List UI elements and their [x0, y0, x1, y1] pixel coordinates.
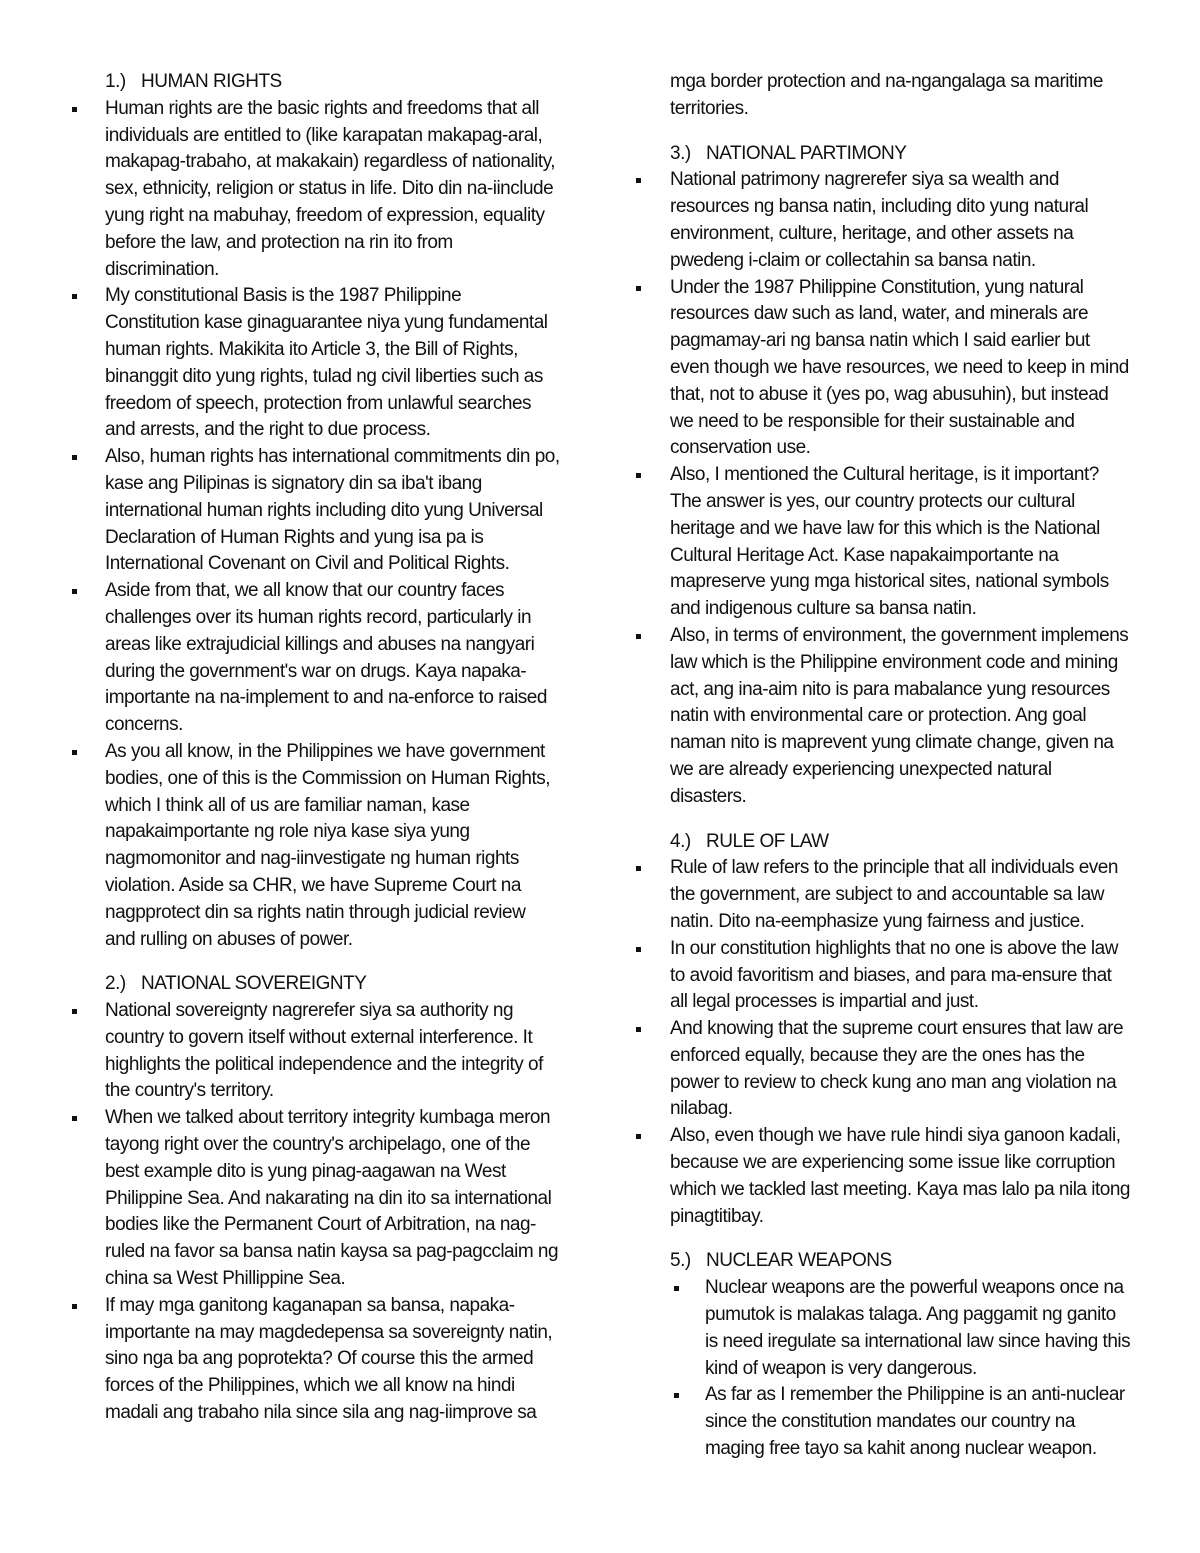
- list-item: My constitutional Basis is the 1987 Philippine Constitution kase ginaguarantee niya yung fundamental human rights. Makikita ito Article 3, the Bill of Rights, binanggit dito yung rights, tulad ng civil liberties such as freedom of speech, protection from unlawful searches and arrests, and the right to due process.: [0, 283, 560, 444]
- section-number: 3.): [670, 142, 691, 164]
- list-item: Also, I mentioned the Cultural heritage, is it important? The answer is yes, our country protects our cultural heritage and we have law for this which is the National Cultural Heritage Act. Kase napakaimportante na mapreserve yung mga historical sites, national symbols and indigenous culture sa bansa natin.: [0, 462, 1132, 623]
- continued-paragraph: mga border protection and na-ngangalaga sa maritime territories.: [670, 71, 1103, 119]
- right-column: [0, 69, 1200, 1463]
- rule-of-law-list: [0, 855, 1200, 1230]
- list-item: National patrimony nagrerefer siya sa wealth and resources ng bansa natin, including dito yung natural environment, culture, heritage, and other assets na pwedeng i-claim or collectahin sa bansa natin.: [0, 167, 1132, 274]
- bullet-icon: [636, 866, 641, 871]
- national-patrimony-list: [0, 167, 1200, 810]
- section-heading-rule-of-law: [670, 829, 1200, 856]
- bullet-icon: [636, 178, 641, 183]
- list-item: When we talked about territory integrity kumbaga meron tayong right over the country's archipelago, one of the best example dito is yung pinag-aagawan na West Philippine Sea. And nakarating na din ito sa international bodies like the Permanent Court of Arbitration, na nag-ruled na favor sa bansa natin kaysa sa pag-pagcclaim ng china sa West Phillippine Sea.: [0, 1105, 560, 1293]
- list-item: Also, even though we have rule hindi siya ganoon kadali, because we are experiencing some issue like corruption which we tackled last meeting. Kaya mas lalo pa nila itong pinagtitibay.: [0, 1123, 1132, 1230]
- section-number: 5.): [670, 1250, 691, 1272]
- section-title: NATIONAL PARTIMONY: [706, 142, 907, 164]
- section-number: 1.): [105, 71, 126, 92]
- list-item: As you all know, in the Philippines we have government bodies, one of this is the Commission on Human Rights, which I think all of us are familiar naman, kase napakaimportante ng role niya kase siya yung nagmomonitor and nag-iinvestigate ng human rights violation. Aside sa CHR, we have Supreme Court na nagpprotect din sa rights natin through judicial review and rulling on abuses of power.: [0, 739, 560, 953]
- list-item: In our constitution highlights that no one is above the law to avoid favoritism and biases, and para ma-ensure that all legal processes is impartial and just.: [0, 936, 1132, 1016]
- bullet-icon: [636, 286, 641, 291]
- list-item: As far as I remember the Philippine is an anti-nuclear since the constitution mandates our country na maging free tayo sa kahit anong nuclear weapon.: [0, 1382, 1132, 1462]
- bullet-icon: [674, 1286, 679, 1291]
- bullet-icon: [674, 1393, 679, 1398]
- section-heading-national-patrimony: [670, 141, 1200, 168]
- section-title: NUCLEAR WEAPONS: [706, 1250, 892, 1272]
- section-title: RULE OF LAW: [706, 830, 829, 852]
- section-number: 2.): [105, 973, 126, 995]
- list-item: Human rights are the basic rights and freedoms that all individuals are entitled to (like karapatan makapag-aral, makapag-trabaho, at makakain) regardless of nationality, sex, ethnicity, religion or status in life. Dito din na-iinclude yung right na mabuhay, freedom of expression, equality before the law, and protection na rin ito from discrimination.: [0, 96, 560, 284]
- bullet-icon: [636, 1134, 641, 1139]
- list-item: If may mga ganitong kaganapan sa bansa, napaka-importante na may magdedepensa sa sovereignty natin, sino nga ba ang poprotekta? Of course this the armed forces of the Philippines, which we all know na hindi madali ang trabaho nila since sila ang nag-iimprove sa: [0, 1293, 560, 1427]
- list-item: Also, in terms of environment, the government implemens law which is the Philippine environment code and mining act, ang ina-aim nito is para mabalance yung resources natin with environmental care or protection. Ang goal naman nito is maprevent yung climate change, given na we are already experiencing unexpected natural disasters.: [0, 623, 1132, 811]
- section-heading-nuclear-weapons: [670, 1248, 1200, 1275]
- section-number: 4.): [670, 830, 691, 852]
- bullet-icon: [636, 947, 641, 952]
- section-title: HUMAN RIGHTS: [141, 71, 282, 92]
- list-item: Under the 1987 Philippine Constitution, yung natural resources daw such as land, water, and minerals are pagmamay-ari ng bansa natin which I said earlier but even though we have resources, we need to keep in mind that, not to abuse it (yes po, wag abusuhin), but instead we need to be responsible for their sustainable and conservation use.: [0, 275, 1132, 463]
- section-title: NATIONAL SOVEREIGNTY: [141, 973, 367, 995]
- list-item: National sovereignty nagrerefer siya sa authority ng country to govern itself without external interference. It highlights the political independence and the integrity of the country's territory.: [0, 998, 560, 1105]
- bullet-icon: [636, 634, 641, 639]
- list-item: Aside from that, we all know that our country faces challenges over its human rights record, particularly in areas like extrajudicial killings and abuses na nangyari during the government's war on drugs. Kaya napaka-importante na na-implement to and na-enforce to raised concerns.: [0, 578, 560, 739]
- list-item: Also, human rights has international commitments din po, kase ang Pilipinas is signatory din sa iba't ibang international human rights including dito yung Universal Declaration of Human Rights and yung isa pa is International Covenant on Civil and Political Rights.: [0, 444, 560, 578]
- bullet-icon: [636, 473, 641, 478]
- nuclear-weapons-list: [0, 1275, 1200, 1463]
- list-item: Nuclear weapons are the powerful weapons once na pumutok is malakas talaga. Ang paggamit ng ganito is need iregulate sa international law since having this kind of weapon is very dangerous.: [0, 1275, 1132, 1382]
- bullet-icon: [636, 1027, 641, 1032]
- list-item: Rule of law refers to the principle that all individuals even the government, are subject to and accountable sa law natin. Dito na-eemphasize yung fairness and justice.: [0, 855, 1132, 935]
- list-item: And knowing that the supreme court ensures that law are enforced equally, because they are the ones has the power to review to check kung ano man ang violation na nilabag.: [0, 1016, 1132, 1123]
